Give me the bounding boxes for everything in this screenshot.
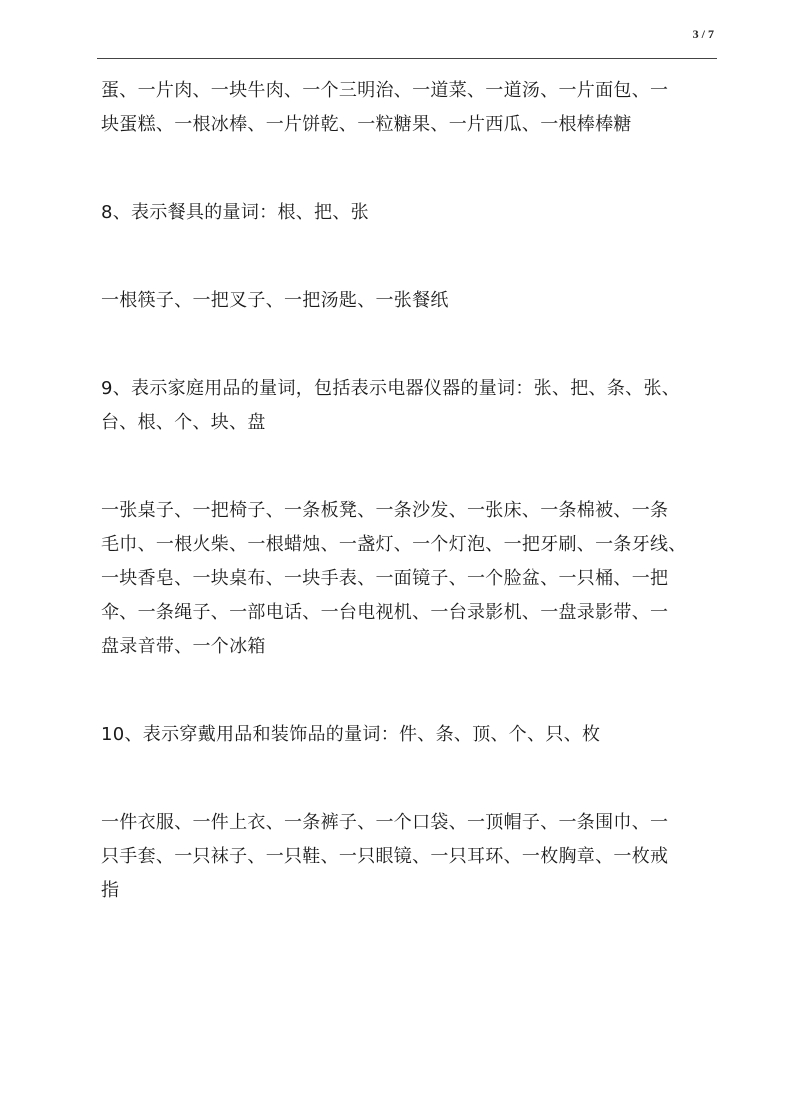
- paragraph-clothing-examples: [101, 806, 721, 908]
- paragraph-spacer: [101, 752, 721, 806]
- heading-tableware-classifiers: [101, 196, 721, 230]
- text-line: 指: [101, 880, 120, 901]
- paragraph-spacer: [101, 230, 721, 284]
- text-line: 伞、一条绳子、一部电话、一台电视机、一台录影机、一盘录影带、一: [101, 602, 669, 623]
- section-heading: 9、表示家庭用品的量词，包括表示电器仪器的量词：张、把、条、张、: [101, 378, 681, 399]
- paragraph-spacer: [101, 142, 721, 196]
- paragraph-household-examples: [101, 494, 721, 664]
- section-heading: 10、表示穿戴用品和装饰品的量词：件、条、顶、个、只、枚: [101, 724, 601, 745]
- document-body: [101, 74, 721, 908]
- section-heading: 8、表示餐具的量词：根、把、张: [101, 202, 369, 223]
- heading-clothing-classifiers: [101, 718, 721, 752]
- text-line: 只手套、一只袜子、一只鞋、一只眼镜、一只耳环、一枚胸章、一枚戒: [101, 846, 669, 867]
- section-heading-continued: 台、根、个、块、盘: [101, 412, 266, 433]
- text-line: 一根筷子、一把叉子、一把汤匙、一张餐纸: [101, 290, 449, 311]
- page-number: 3 / 7: [692, 27, 714, 41]
- paragraph-spacer: [101, 318, 721, 372]
- text-line: 块蛋糕、一根冰棒、一片饼乾、一粒糖果、一片西瓜、一根棒棒糖: [101, 114, 632, 135]
- text-line: 盘录音带、一个冰箱: [101, 636, 266, 657]
- paragraph-spacer: [101, 664, 721, 718]
- text-line: 毛巾、一根火柴、一根蜡烛、一盏灯、一个灯泡、一把牙刷、一条牙线、: [101, 534, 687, 555]
- paragraph-tableware-examples: [101, 284, 721, 318]
- text-line: 一块香皂、一块桌布、一块手表、一面镜子、一个脸盆、一只桶、一把: [101, 568, 669, 589]
- heading-household-classifiers: [101, 372, 721, 440]
- header-divider: [97, 58, 717, 59]
- text-line: 一件衣服、一件上衣、一条裤子、一个口袋、一顶帽子、一条围巾、一: [101, 812, 669, 833]
- text-line: 蛋、一片肉、一块牛肉、一个三明治、一道菜、一道汤、一片面包、一: [101, 80, 669, 101]
- paragraph-spacer: [101, 440, 721, 494]
- text-line: 一张桌子、一把椅子、一条板凳、一条沙发、一张床、一条棉被、一条: [101, 500, 669, 521]
- paragraph-food-examples: [101, 74, 721, 142]
